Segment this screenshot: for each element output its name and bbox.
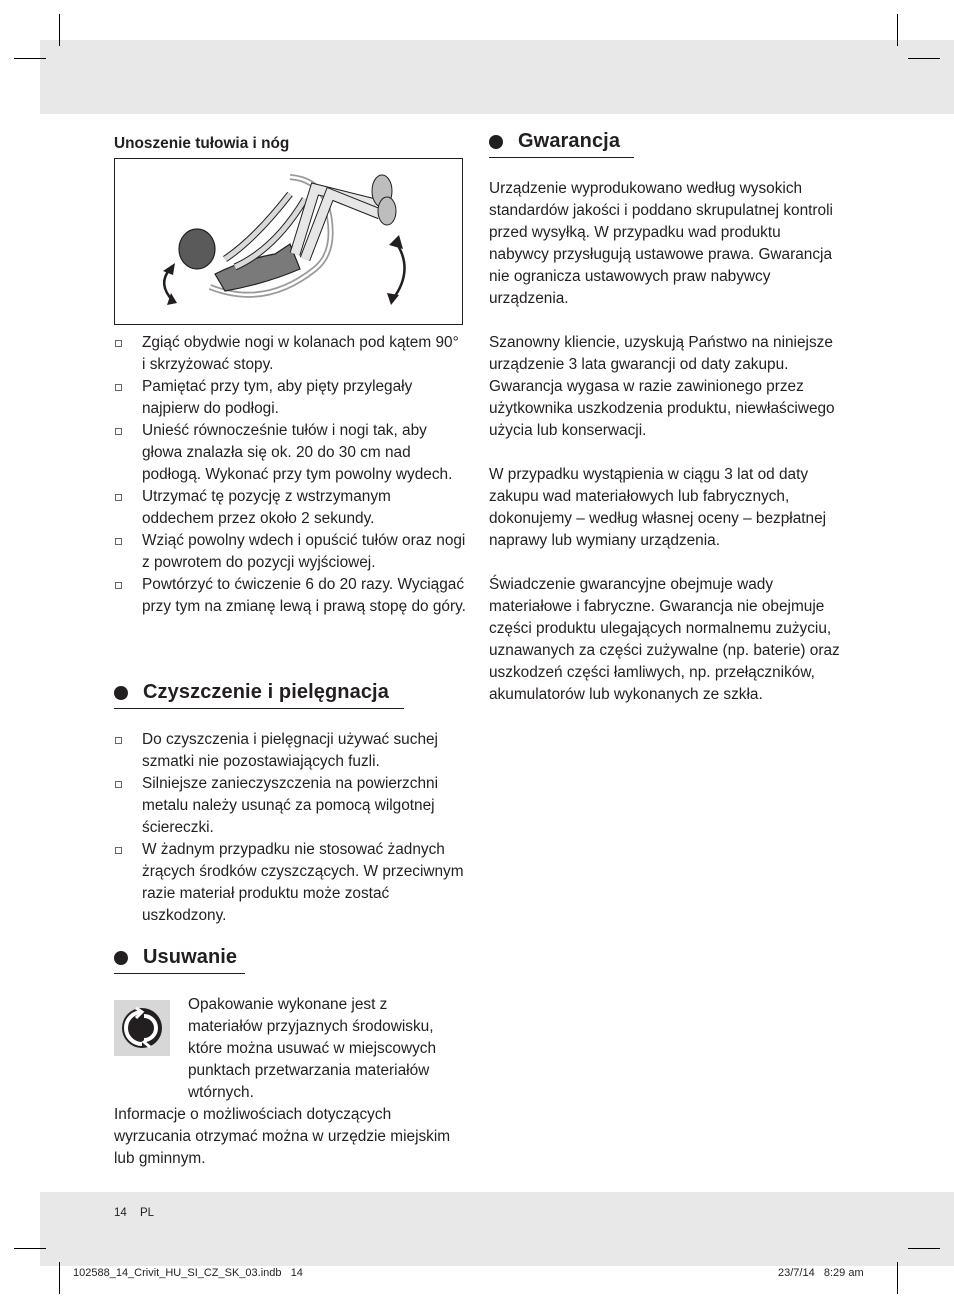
warranty-paragraph: Świadczenie gwarancyjne obejmuje wady materiałowe i fabryczne. Gwarancja nie obejmuje części produktu ulegających normalnemu zużyciu, uznawanych za części zużywalne (np. baterie) oraz uszkodzeń części łamliwych, np. przełączników, akumulatorów lub wykonanych ze szkła. <box>489 576 840 703</box>
checkbox-bullet <box>115 582 122 589</box>
list-item: Wziąć powolny wdech i opuścić tułów oraz nogi z powrotem do pozycji wyjściowej. <box>114 530 466 574</box>
list-item: W żadnym przypadku nie stosować żadnych żrących środków czyszczących. W przeciwnym razie materiał produktu może zostać uszkodzony. <box>114 839 466 927</box>
heading-underline <box>489 157 634 158</box>
warranty-paragraph: Szanowny kliencie, uzyskują Państwo na niniejsze urządzenie 3 lata gwarancji od daty zakupu. Gwarancja wygasa w razie zawinionego przez użytkownika uszkodzenia produktu, niewłaściwego użycia lub konserwacji. <box>489 334 835 439</box>
bullet-dot-icon <box>114 686 128 700</box>
exercise-title: Unoszenie tułowia i nóg <box>114 135 290 152</box>
heading-underline <box>114 708 404 709</box>
green-dot-recycling-icon <box>114 1000 170 1056</box>
disposal-heading: Usuwanie <box>114 946 237 969</box>
checkbox-bullet <box>115 428 122 435</box>
warranty-paragraph: Urządzenie wyprodukowano według wysokich standardów jakości i poddano skrupulatnej kontroli przed wysyłką. W przypadku wad produktu nabywcy przysługują ustawowe prawa. Gwarancja nie ogranicza ustawowych praw nabywcy urządzenia. <box>489 180 833 307</box>
crop-mark <box>897 1262 898 1294</box>
print-timestamp: 23/7/14 8:29 am <box>778 1267 864 1279</box>
crop-mark <box>897 14 898 46</box>
heading-underline <box>114 973 245 974</box>
crop-mark <box>908 58 940 59</box>
checkbox-bullet <box>115 538 122 545</box>
checkbox-bullet <box>115 340 122 347</box>
list-item: Powtórzyć to ćwiczenie 6 do 20 razy. Wyciągać przy tym na zmianę lewą i prawą stopę do góry. <box>114 574 466 618</box>
language-code: PL <box>140 1207 155 1219</box>
crop-mark <box>14 58 46 59</box>
list-item: Unieść równocześnie tułów i nogi tak, aby głowa znalazła się ok. 20 do 30 cm nad podłogą. Wykonać przy tym powolny wydech. <box>114 420 466 486</box>
exercise-illustration <box>114 158 463 325</box>
footer-band <box>40 1192 954 1266</box>
crop-mark <box>59 1262 60 1294</box>
list-item: Zgiąć obydwie nogi w kolanach pod kątem 90° i skrzyżować stopy. <box>114 332 466 376</box>
exercise-steps-list <box>114 332 466 618</box>
warranty-paragraph: W przypadku wystąpienia w ciągu 3 lat od daty zakupu wad materiałowych lub fabrycznych, dokonujemy – według własnej oceny – bezpłatnej naprawy lub wymiany urządzenia. <box>489 466 827 549</box>
disposal-info: Informacje o możliwościach dotyczących wyrzucania otrzymać można w urzędzie miejskim lub gminnym. <box>114 1106 451 1167</box>
checkbox-bullet <box>115 781 122 788</box>
list-item: Silniejsze zanieczyszczenia na powierzchni metalu należy usunąć za pomocą wilgotnej ściereczki. <box>114 773 466 839</box>
disposal-text: Opakowanie wykonane jest z materiałów przyjaznych środowisku, które można usuwać w miejscowych punktach przetwarzania materiałów wtórnych. <box>188 996 437 1101</box>
crop-mark <box>59 14 60 46</box>
exercise-figure-drawing <box>115 159 461 323</box>
crop-mark <box>908 1248 940 1249</box>
list-item: Do czyszczenia i pielęgnacji używać suchej szmatki nie pozostawiających fuzli. <box>114 729 466 773</box>
file-info: 102588_14_Crivit_HU_SI_CZ_SK_03.indb 14 <box>73 1267 303 1279</box>
bullet-dot-icon <box>489 135 503 149</box>
header-band <box>40 40 954 114</box>
page-number: 14 <box>114 1207 127 1219</box>
checkbox-bullet <box>115 494 122 501</box>
crop-mark <box>14 1248 46 1249</box>
cleaning-steps-list <box>114 729 466 927</box>
list-item: Utrzymać tę pozycję z wstrzymanym oddechem przez około 2 sekundy. <box>114 486 466 530</box>
list-item: Pamiętać przy tym, aby pięty przylegały najpierw do podłogi. <box>114 376 466 420</box>
checkbox-bullet <box>115 384 122 391</box>
checkbox-bullet <box>115 737 122 744</box>
cleaning-heading: Czyszczenie i pielęgnacja <box>114 681 389 704</box>
checkbox-bullet <box>115 847 122 854</box>
bullet-dot-icon <box>114 951 128 965</box>
warranty-body <box>489 178 841 728</box>
warranty-heading: Gwarancja <box>489 130 620 153</box>
